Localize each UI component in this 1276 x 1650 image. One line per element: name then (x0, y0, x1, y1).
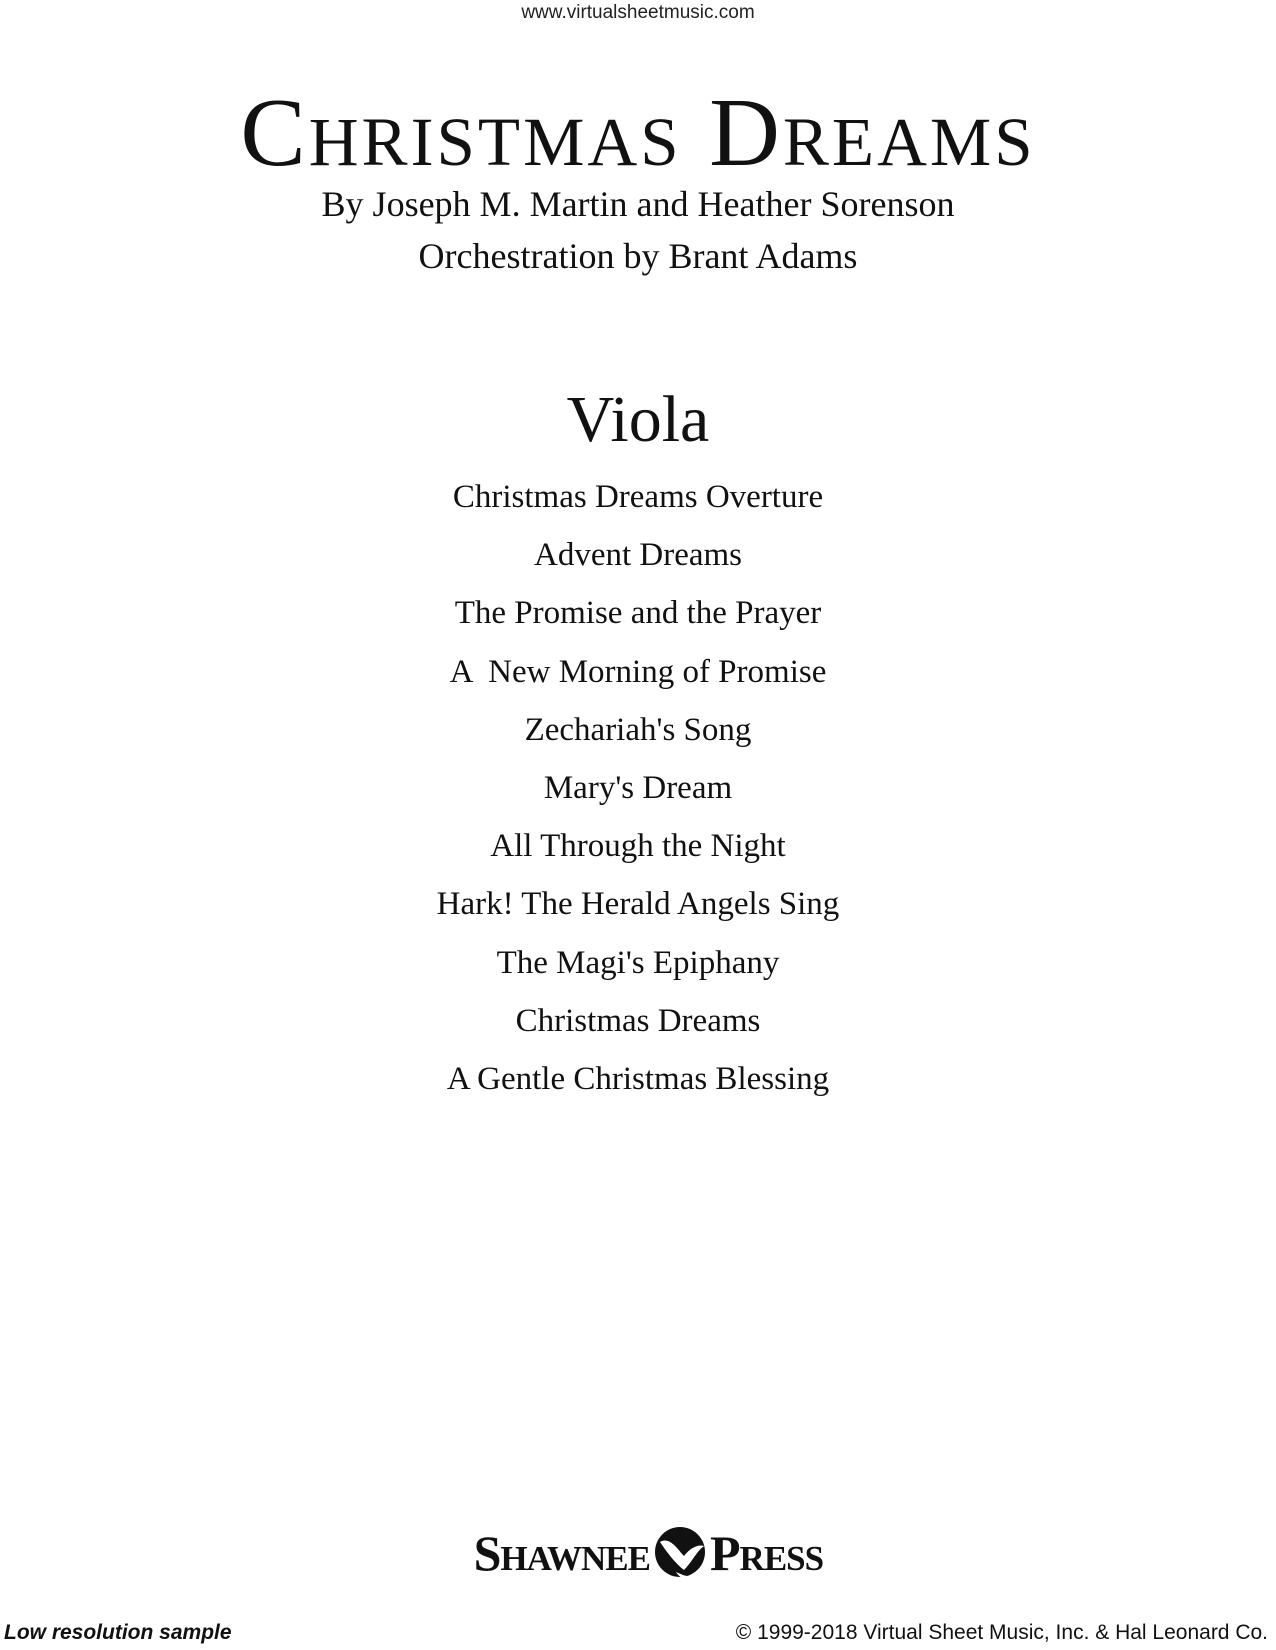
list-item: The Promise and the Prayer (454, 595, 822, 632)
watermark-url: www.virtualsheetmusic.com (521, 2, 755, 23)
page-title: Christmas Dreams (240, 79, 1036, 187)
sample-note: Low resolution sample (4, 1621, 232, 1644)
logo-text-right: Press (710, 1525, 824, 1581)
logo-text-left: Shawnee (473, 1525, 650, 1581)
instrument-name: Viola (566, 383, 710, 456)
orchestration-credit: Orchestration by Brant Adams (418, 236, 858, 276)
list-item: Christmas Dreams (515, 1002, 761, 1039)
contents-list (0, 468, 1276, 1108)
list-item: Christmas Dreams Overture (452, 479, 824, 515)
shawnee-press-logo (418, 1522, 858, 1582)
list-item: A Gentle Christmas Blessing (446, 1060, 830, 1097)
list-item: Hark! The Herald Angels Sing (436, 886, 840, 923)
bird-emblem-icon (655, 1527, 705, 1578)
list-item: The Magi's Epiphany (496, 944, 780, 981)
composer-credit: By Joseph M. Martin and Heather Sorenson (321, 184, 955, 224)
publisher-logo (0, 1522, 1276, 1582)
list-item: Zechariah's Song (524, 711, 752, 748)
copyright-notice: © 1999-2018 Virtual Sheet Music, Inc. & Hal Leonard Co. (735, 1621, 1268, 1644)
list-item: A New Morning of Promise (449, 653, 827, 690)
list-item: All Through the Night (490, 828, 786, 865)
list-item: Advent Dreams (533, 537, 743, 574)
list-item: Mary's Dream (543, 769, 733, 806)
